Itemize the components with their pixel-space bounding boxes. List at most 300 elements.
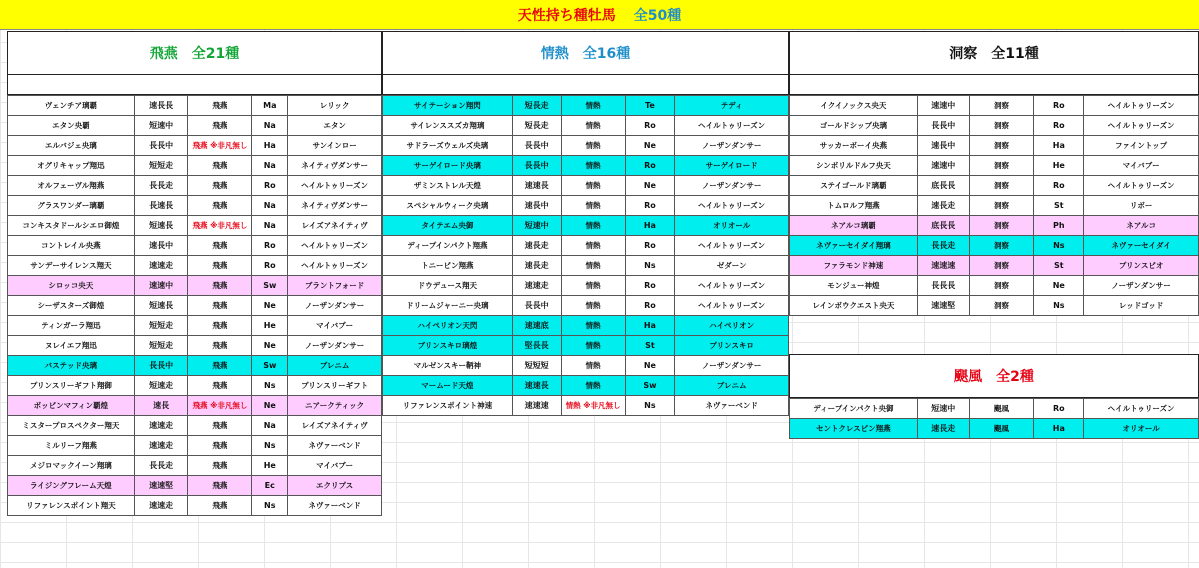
table-row — [8, 256, 382, 276]
sire-line-cell: マイバブー — [1084, 156, 1199, 176]
trait-cell: 情熱 — [561, 336, 625, 356]
table-row — [8, 396, 382, 416]
trait-cell: 颶風 — [969, 399, 1034, 419]
table-row — [383, 176, 789, 196]
trait-cell: 飛燕 ※非凡無し — [188, 396, 252, 416]
sire-line-cell: ノーザンダンサー — [288, 336, 382, 356]
section-jonetsu — [382, 31, 789, 416]
sire-line-cell: ヘイルトゥリーズン — [675, 196, 789, 216]
distance-cell: 長長中 — [134, 356, 188, 376]
distance-cell: 長速長 — [134, 196, 188, 216]
table-row — [790, 236, 1199, 256]
trait-cell: 飛燕 — [188, 116, 252, 136]
stallion-name-cell: サドラーズウェルズ央璃 — [383, 136, 513, 156]
section-shippu — [789, 354, 1199, 439]
line-code-cell: Ph — [1034, 216, 1084, 236]
line-code-cell: Ne — [625, 176, 675, 196]
trait-cell: 飛燕 — [188, 336, 252, 356]
stallion-name-cell: シロッコ央天 — [8, 276, 135, 296]
sire-line-cell: プリンスリーギフト — [288, 376, 382, 396]
line-code-cell: He — [252, 456, 288, 476]
line-code-cell: Ha — [625, 316, 675, 336]
sire-line-cell: ヘイルトゥリーズン — [675, 276, 789, 296]
line-code-cell: Na — [252, 416, 288, 436]
distance-cell: 速速速 — [917, 256, 969, 276]
sire-line-cell: ネヴァーセイダイ — [1084, 236, 1199, 256]
distance-cell: 速速速 — [512, 396, 561, 416]
trait-cell: 洞察 — [969, 276, 1034, 296]
table-row — [8, 336, 382, 356]
table-row — [8, 476, 382, 496]
table-row — [790, 116, 1199, 136]
table-row — [383, 316, 789, 336]
stallion-name-cell: バステッド央璃 — [8, 356, 135, 376]
sire-line-cell: ノーザンダンサー — [288, 296, 382, 316]
section-header — [382, 31, 789, 75]
line-code-cell: Ns — [252, 436, 288, 456]
stallion-table — [789, 95, 1199, 316]
sire-line-cell: ヘイルトゥリーズン — [288, 256, 382, 276]
distance-cell: 短速走 — [134, 376, 188, 396]
stallion-name-cell: トニービン翔燕 — [383, 256, 513, 276]
sire-line-cell: ネヴァーベンド — [288, 496, 382, 516]
stallion-name-cell: サッカーボーイ央燕 — [790, 136, 918, 156]
distance-cell: 短速中 — [134, 116, 188, 136]
distance-cell: 底長長 — [917, 216, 969, 236]
line-code-cell: Ro — [625, 116, 675, 136]
table-row — [8, 356, 382, 376]
sire-line-cell: エタン — [288, 116, 382, 136]
stallion-name-cell: ミルリーフ翔燕 — [8, 436, 135, 456]
table-row — [8, 96, 382, 116]
line-code-cell: Ne — [1034, 276, 1084, 296]
stallion-name-cell: メジロマックイーン翔璃 — [8, 456, 135, 476]
line-code-cell: Ec — [252, 476, 288, 496]
stallion-name-cell: イクイノックス央天 — [790, 96, 918, 116]
stallion-name-cell: ネヴァーセイダイ翔璃 — [790, 236, 918, 256]
table-row — [8, 316, 382, 336]
trait-cell: 飛燕 — [188, 356, 252, 376]
trait-cell: 飛燕 — [188, 236, 252, 256]
trait-cell: 情熱 — [561, 316, 625, 336]
sire-line-cell: ブレニム — [288, 356, 382, 376]
section-dosatsu — [789, 31, 1199, 316]
trait-cell: 飛燕 — [188, 96, 252, 116]
table-row — [790, 296, 1199, 316]
trait-cell: 飛燕 — [188, 156, 252, 176]
table-row — [8, 296, 382, 316]
stallion-name-cell: マルゼンスキー鞆神 — [383, 356, 513, 376]
sire-line-cell: ノーザンダンサー — [675, 356, 789, 376]
distance-cell: 速長走 — [917, 419, 969, 439]
distance-cell: 短長走 — [512, 96, 561, 116]
table-row — [8, 136, 382, 156]
sire-line-cell: ノーザンダンサー — [675, 136, 789, 156]
sire-line-cell: ネヴァーベンド — [288, 436, 382, 456]
stallion-table — [382, 95, 789, 416]
trait-cell: 情熱 — [561, 356, 625, 376]
trait-cell: 飛燕 ※非凡無し — [188, 136, 252, 156]
sire-line-cell: テディ — [675, 96, 789, 116]
trait-cell: 洞察 — [969, 136, 1034, 156]
stallion-name-cell: ディープインパクト央御 — [790, 399, 918, 419]
sire-line-cell: リボー — [1084, 196, 1199, 216]
stallion-name-cell: タイテエム央御 — [383, 216, 513, 236]
sire-line-cell: ネイティヴダンサー — [288, 196, 382, 216]
stallion-name-cell: ドリームジャーニー央璃 — [383, 296, 513, 316]
stallion-name-cell: リファレンスポイント翔天 — [8, 496, 135, 516]
distance-cell: 短短走 — [134, 156, 188, 176]
stallion-name-cell: ゴールドシップ央璃 — [790, 116, 918, 136]
table-row — [383, 396, 789, 416]
table-row — [790, 176, 1199, 196]
table-row — [8, 116, 382, 136]
line-code-cell: Ne — [625, 356, 675, 376]
stallion-name-cell: オグリキャップ翔迅 — [8, 156, 135, 176]
distance-cell: 速速中 — [134, 276, 188, 296]
trait-cell: 飛燕 — [188, 416, 252, 436]
stallion-name-cell: シーザスターズ御煌 — [8, 296, 135, 316]
section-header — [789, 354, 1199, 398]
sire-line-cell: ヘイルトゥリーズン — [1084, 96, 1199, 116]
distance-cell: 長長走 — [134, 456, 188, 476]
distance-cell: 短長走 — [512, 116, 561, 136]
table-row — [8, 276, 382, 296]
line-code-cell: Ro — [625, 196, 675, 216]
distance-cell: 速長中 — [512, 196, 561, 216]
trait-cell: 情熱 — [561, 196, 625, 216]
distance-cell: 速速走 — [134, 256, 188, 276]
stallion-name-cell: サイレンススズカ翔璃 — [383, 116, 513, 136]
trait-cell: 情熱 — [561, 276, 625, 296]
line-code-cell: Ne — [625, 136, 675, 156]
line-code-cell: Ro — [625, 236, 675, 256]
trait-cell: 洞察 — [969, 236, 1034, 256]
distance-cell: 底長長 — [917, 176, 969, 196]
sire-line-cell: ニアークティック — [288, 396, 382, 416]
sire-line-cell: ヘイルトゥリーズン — [288, 176, 382, 196]
stallion-name-cell: セントクレスピン翔燕 — [790, 419, 918, 439]
distance-cell: 速速走 — [134, 416, 188, 436]
stallion-name-cell: ドウデュース翔天 — [383, 276, 513, 296]
table-row — [790, 156, 1199, 176]
stallion-name-cell: ザミンストレル天煌 — [383, 176, 513, 196]
line-code-cell: Ro — [1034, 116, 1084, 136]
line-code-cell: Na — [252, 116, 288, 136]
table-row — [383, 136, 789, 156]
trait-cell: 情熱 — [561, 236, 625, 256]
table-row — [383, 336, 789, 356]
stallion-name-cell: エルバジェ央璃 — [8, 136, 135, 156]
distance-cell: 速長走 — [917, 196, 969, 216]
stallion-name-cell: ディープインパクト翔燕 — [383, 236, 513, 256]
table-row — [8, 456, 382, 476]
table-row — [383, 156, 789, 176]
distance-cell: 短短走 — [134, 336, 188, 356]
section-count: 全11種 — [991, 46, 1039, 62]
trait-cell: 情熱 — [561, 96, 625, 116]
line-code-cell: Ro — [252, 256, 288, 276]
trait-cell: 洞察 — [969, 296, 1034, 316]
stallion-name-cell: サーゲイロード央璃 — [383, 156, 513, 176]
trait-cell: 洞察 — [969, 96, 1034, 116]
sire-line-cell: オリオール — [1084, 419, 1199, 439]
distance-cell: 速速走 — [134, 496, 188, 516]
sire-line-cell: ノーザンダンサー — [1084, 276, 1199, 296]
trait-cell: 飛燕 — [188, 296, 252, 316]
stallion-name-cell: ミスタープロスペクター翔天 — [8, 416, 135, 436]
section-header — [789, 31, 1199, 75]
sire-line-cell: ヘイルトゥリーズン — [1084, 176, 1199, 196]
table-row — [8, 436, 382, 456]
line-code-cell: Ro — [625, 296, 675, 316]
distance-cell: 速速走 — [134, 436, 188, 456]
table-row — [8, 236, 382, 256]
sire-line-cell: オリオール — [675, 216, 789, 236]
trait-cell: 洞察 — [969, 156, 1034, 176]
table-row — [790, 196, 1199, 216]
line-code-cell: Sw — [625, 376, 675, 396]
sire-line-cell: プリンスキロ — [675, 336, 789, 356]
distance-cell: 速速底 — [512, 316, 561, 336]
trait-cell: 洞察 — [969, 116, 1034, 136]
table-row — [383, 356, 789, 376]
line-code-cell: Ne — [252, 296, 288, 316]
sire-line-cell: ネアルコ — [1084, 216, 1199, 236]
sire-line-cell: レイズアネイティヴ — [288, 416, 382, 436]
stallion-name-cell: ブリンスキロ璃煌 — [383, 336, 513, 356]
distance-cell: 長長中 — [512, 156, 561, 176]
distance-cell: 短速中 — [512, 216, 561, 236]
section-count: 全21種 — [191, 46, 240, 62]
section-hien — [7, 31, 382, 516]
distance-cell: 長長走 — [917, 236, 969, 256]
stallion-name-cell: マームード天煌 — [383, 376, 513, 396]
trait-cell: 情熱 ※非凡無し — [561, 396, 625, 416]
distance-cell: 長長中 — [512, 296, 561, 316]
line-code-cell: Ro — [1034, 399, 1084, 419]
sire-line-cell: ヘイルトゥリーズン — [675, 236, 789, 256]
table-row — [8, 176, 382, 196]
distance-cell: 短短走 — [134, 316, 188, 336]
distance-cell: 長長走 — [134, 176, 188, 196]
line-code-cell: Ne — [252, 336, 288, 356]
sire-line-cell: ヘイルトゥリーズン — [1084, 116, 1199, 136]
trait-cell: 情熱 — [561, 156, 625, 176]
line-code-cell: Ns — [1034, 296, 1084, 316]
stallion-name-cell: プリンスリーギフト翔御 — [8, 376, 135, 396]
distance-cell: 短速中 — [917, 399, 969, 419]
table-row — [790, 256, 1199, 276]
line-code-cell: St — [1034, 196, 1084, 216]
trait-cell: 飛燕 — [188, 176, 252, 196]
line-code-cell: Sw — [252, 276, 288, 296]
sire-line-cell: ヘイルトゥリーズン — [288, 236, 382, 256]
stallion-name-cell: オルフェーヴル翔燕 — [8, 176, 135, 196]
line-code-cell: Ns — [252, 376, 288, 396]
stallion-table — [789, 398, 1199, 439]
section-name: 情熱 — [540, 46, 569, 62]
stallion-name-cell: サイテーション翔閃 — [383, 96, 513, 116]
distance-cell: 速長長 — [134, 96, 188, 116]
line-code-cell: Ro — [625, 156, 675, 176]
distance-cell: 速速長 — [512, 176, 561, 196]
table-row — [8, 196, 382, 216]
trait-cell: 情熱 — [561, 176, 625, 196]
stallion-name-cell: ヌレイエフ翔迅 — [8, 336, 135, 356]
sire-line-cell: ゼダーン — [675, 256, 789, 276]
trait-cell: 飛燕 — [188, 456, 252, 476]
stallion-name-cell: サンデーサイレンス翔天 — [8, 256, 135, 276]
distance-cell: 長長中 — [917, 116, 969, 136]
line-code-cell: He — [252, 316, 288, 336]
sire-line-cell: ネイティヴダンサー — [288, 156, 382, 176]
table-row — [8, 156, 382, 176]
table-row — [790, 216, 1199, 236]
sire-line-cell: プリンスビオ — [1084, 256, 1199, 276]
table-row — [8, 416, 382, 436]
line-code-cell: Ro — [252, 236, 288, 256]
trait-cell: 情熱 — [561, 116, 625, 136]
stallion-name-cell: ティンガーラ翔迅 — [8, 316, 135, 336]
table-row — [790, 399, 1199, 419]
distance-cell: 速長中 — [917, 136, 969, 156]
sire-line-cell: レッドゴッド — [1084, 296, 1199, 316]
trait-cell: 飛燕 — [188, 196, 252, 216]
table-row — [383, 116, 789, 136]
stallion-name-cell: トムロルフ翔燕 — [790, 196, 918, 216]
trait-cell: 飛燕 — [188, 376, 252, 396]
table-row — [383, 236, 789, 256]
line-code-cell: Ha — [1034, 419, 1084, 439]
section-header — [7, 31, 382, 75]
trait-cell: 飛燕 — [188, 496, 252, 516]
line-code-cell: St — [625, 336, 675, 356]
stallion-name-cell: ライジングフレーム天煌 — [8, 476, 135, 496]
section-name: 飛燕 — [149, 46, 178, 62]
sire-line-cell: エクリプス — [288, 476, 382, 496]
table-row — [383, 256, 789, 276]
stallion-name-cell: ネアルコ璃覇 — [790, 216, 918, 236]
table-row — [383, 96, 789, 116]
table-row — [790, 276, 1199, 296]
line-code-cell: Ro — [1034, 96, 1084, 116]
line-code-cell: He — [1034, 156, 1084, 176]
sire-line-cell: ブラントフォード — [288, 276, 382, 296]
trait-cell: 情熱 — [561, 136, 625, 156]
section-name: 颶風 — [954, 369, 983, 385]
table-row — [790, 96, 1199, 116]
distance-cell: 長長中 — [134, 136, 188, 156]
sire-line-cell: ファイントップ — [1084, 136, 1199, 156]
trait-cell: 情熱 — [561, 376, 625, 396]
trait-cell: 洞察 — [969, 176, 1034, 196]
line-code-cell: Ro — [252, 176, 288, 196]
table-row — [790, 136, 1199, 156]
table-row — [8, 496, 382, 516]
trait-cell: 颶風 — [969, 419, 1034, 439]
distance-cell: 堅長長 — [512, 336, 561, 356]
stallion-name-cell: リファレンスポイント神速 — [383, 396, 513, 416]
line-code-cell: Ma — [252, 96, 288, 116]
sire-line-cell: ネヴァーベンド — [675, 396, 789, 416]
stallion-name-cell: グラスワンダー璃覇 — [8, 196, 135, 216]
sire-line-cell: ハイペリオン — [675, 316, 789, 336]
trait-cell: 洞察 — [969, 216, 1034, 236]
blank-row — [7, 75, 382, 95]
blank-row — [382, 75, 789, 95]
stallion-name-cell: レインボウクエスト央天 — [790, 296, 918, 316]
trait-cell: 洞察 — [969, 256, 1034, 276]
stallion-name-cell: コンキスタドールシエロ御煌 — [8, 216, 135, 236]
title-banner — [0, 0, 1199, 30]
sire-line-cell: ヘイルトゥリーズン — [675, 116, 789, 136]
trait-cell: 情熱 — [561, 256, 625, 276]
page-title: 天性持ち種牡馬 — [517, 7, 616, 24]
distance-cell: 速速堅 — [917, 296, 969, 316]
table-row — [8, 376, 382, 396]
distance-cell: 長長長 — [917, 276, 969, 296]
line-code-cell: Ha — [1034, 136, 1084, 156]
trait-cell: 情熱 — [561, 296, 625, 316]
table-row — [383, 376, 789, 396]
section-count: 全2種 — [996, 369, 1034, 385]
stallion-name-cell: ヴェンチア璃覇 — [8, 96, 135, 116]
table-row — [790, 419, 1199, 439]
distance-cell: 速長走 — [512, 236, 561, 256]
stallion-name-cell: モンジュー神煌 — [790, 276, 918, 296]
distance-cell: 速長中 — [134, 236, 188, 256]
distance-cell: 短速長 — [134, 216, 188, 236]
trait-cell: 洞察 — [969, 196, 1034, 216]
line-code-cell: Ns — [625, 396, 675, 416]
distance-cell: 速長 — [134, 396, 188, 416]
distance-cell: 速速中 — [917, 96, 969, 116]
trait-cell: 飛燕 ※非凡無し — [188, 216, 252, 236]
blank-row — [789, 75, 1199, 95]
line-code-cell: Ro — [1034, 176, 1084, 196]
distance-cell: 短短短 — [512, 356, 561, 376]
sire-line-cell: レイズアネイティヴ — [288, 216, 382, 236]
stallion-name-cell: ファラモンド神速 — [790, 256, 918, 276]
line-code-cell: Ns — [625, 256, 675, 276]
sire-line-cell: サーゲイロード — [675, 156, 789, 176]
stallion-name-cell: ハイペリオン天閃 — [383, 316, 513, 336]
stallion-name-cell: ステイゴールド璃覇 — [790, 176, 918, 196]
sire-line-cell: サンインロー — [288, 136, 382, 156]
line-code-cell: Ha — [252, 136, 288, 156]
stallion-name-cell: スペシャルウィーク央璃 — [383, 196, 513, 216]
distance-cell: 速長走 — [512, 256, 561, 276]
line-code-cell: Ns — [1034, 236, 1084, 256]
line-code-cell: Ne — [252, 396, 288, 416]
table-row — [383, 216, 789, 236]
sire-line-cell: マイバブー — [288, 456, 382, 476]
line-code-cell: Na — [252, 216, 288, 236]
sire-line-cell: ヘイルトゥリーズン — [675, 296, 789, 316]
stallion-name-cell: ボッビンマフィン覇煌 — [8, 396, 135, 416]
section-name: 洞察 — [949, 46, 978, 62]
total-count: 全50種 — [633, 7, 682, 24]
trait-cell: 飛燕 — [188, 316, 252, 336]
trait-cell: 情熱 — [561, 216, 625, 236]
line-code-cell: Ha — [625, 216, 675, 236]
line-code-cell: Sw — [252, 356, 288, 376]
sire-line-cell: ヘイルトゥリーズン — [1084, 399, 1199, 419]
trait-cell: 飛燕 — [188, 476, 252, 496]
trait-cell: 飛燕 — [188, 276, 252, 296]
stallion-name-cell: コントレイル央燕 — [8, 236, 135, 256]
